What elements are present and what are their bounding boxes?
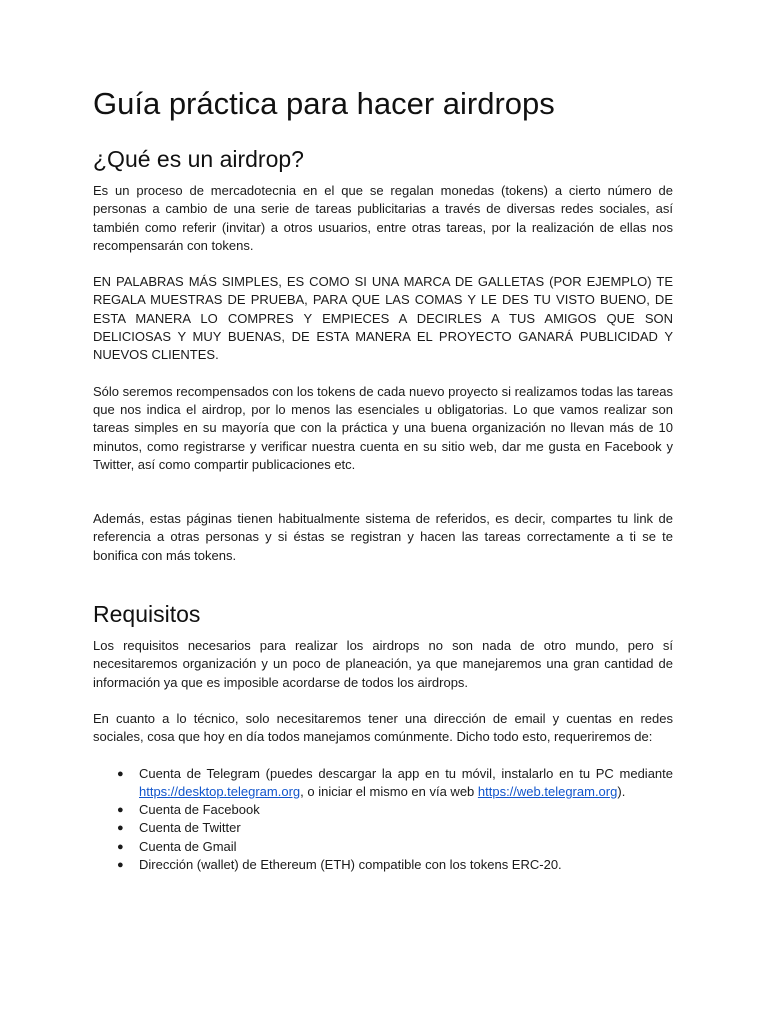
paragraph-referrals: Además, estas páginas tienen habitualmente sistema de referidos, es decir, compartes tu link de referencia a otras personas y si éstas se registran y hacen las tareas correctamente a ti se te bonifica con más tokens. (93, 511, 673, 563)
bullet-icon: ● (117, 859, 124, 872)
document-title: Guía práctica para hacer airdrops (93, 86, 555, 121)
list-item-text: Cuenta de Telegram (puedes descargar la app en tu móvil, instalarlo en tu PC mediante (139, 765, 673, 781)
bullet-icon: ● (117, 804, 124, 817)
section-heading-requirements: Requisitos (93, 601, 201, 628)
bullet-icon: ● (117, 767, 124, 780)
section-heading-what-is-airdrop: ¿Qué es un airdrop? (93, 146, 304, 172)
list-item-text: Cuenta de Twitter (139, 820, 241, 836)
list-item-wallet (117, 856, 673, 874)
list-item-text: , o iniciar el mismo en vía web (300, 783, 478, 799)
paragraph-definition: Es un proceso de mercadotecnia en el que se regalan monedas (tokens) a cierto número de personas a cambio de una serie de tareas publicitarias a través de diversas redes sociales, así también como referir (invitar) a otros usuarios, entre otras tareas, por la realización de ellas nos recompensarán con tokens. (93, 183, 673, 253)
document-page (93, 84, 673, 874)
paragraph-requirements-intro: Los requisitos necesarios para realizar los airdrops no son nada de otro mundo, pero sí necesitaremos organización y un poco de planeación, ya que manejaremos una gran cantidad de información ya que es imposible acordarse de todos los airdrops. (93, 638, 673, 690)
link-web-telegram[interactable]: https://web.telegram.org (477, 783, 618, 799)
list-item-facebook (117, 801, 673, 819)
bullet-icon: ● (117, 822, 124, 835)
list-item-text: Dirección (wallet) de Ethereum (ETH) compatible con los tokens ERC-20. (139, 857, 562, 873)
paragraph-simple-words: EN PALABRAS MÁS SIMPLES, ES COMO SI UNA MARCA DE GALLETAS (POR EJEMPLO) TE REGALA MUESTRAS DE PRUEBA, PARA QUE LAS COMAS Y LE DES TU VISTO BUENO, DE ESTA MANERA LO COMPRES Y EMPIECES A DECIRLES A TUS AMIGOS QUE SON DELICIOSAS Y MUY BUENAS, DE ESTA MANERA EL PROYECTO GANARÁ PUBLICIDAD Y NUEVOS CLIENTES. (93, 274, 673, 363)
list-item-text: Cuenta de Gmail (139, 838, 237, 854)
list-item-telegram (117, 765, 673, 802)
list-item-twitter (117, 819, 673, 837)
link-desktop-telegram[interactable]: https://desktop.telegram.org (139, 783, 301, 799)
paragraph-technical: En cuanto a lo técnico, solo necesitaremos tener una dirección de email y cuentas en redes sociales, cosa que hoy en día todos manejamos comúnmente. Dicho todo esto, requeriremos de: (93, 710, 673, 745)
list-item-text: ). (617, 783, 626, 799)
bullet-icon: ● (117, 840, 124, 853)
requirements-list (93, 765, 673, 875)
list-item-text: Cuenta de Facebook (139, 802, 260, 818)
paragraph-rewards: Sólo seremos recompensados con los tokens de cada nuevo proyecto si realizamos todas las tareas que nos indica el airdrop, por lo menos las esenciales u obligatorias. Lo que vamos realizar son tareas simples en su mayoría que con la práctica y una buena organización no llevan más de 10 minutos, como registrarse y verificar nuestra cuenta en su sitio web, dar me gusta en Facebook y Twitter, así como compartir publicaciones etc. (93, 383, 673, 472)
list-item-gmail (117, 838, 673, 856)
